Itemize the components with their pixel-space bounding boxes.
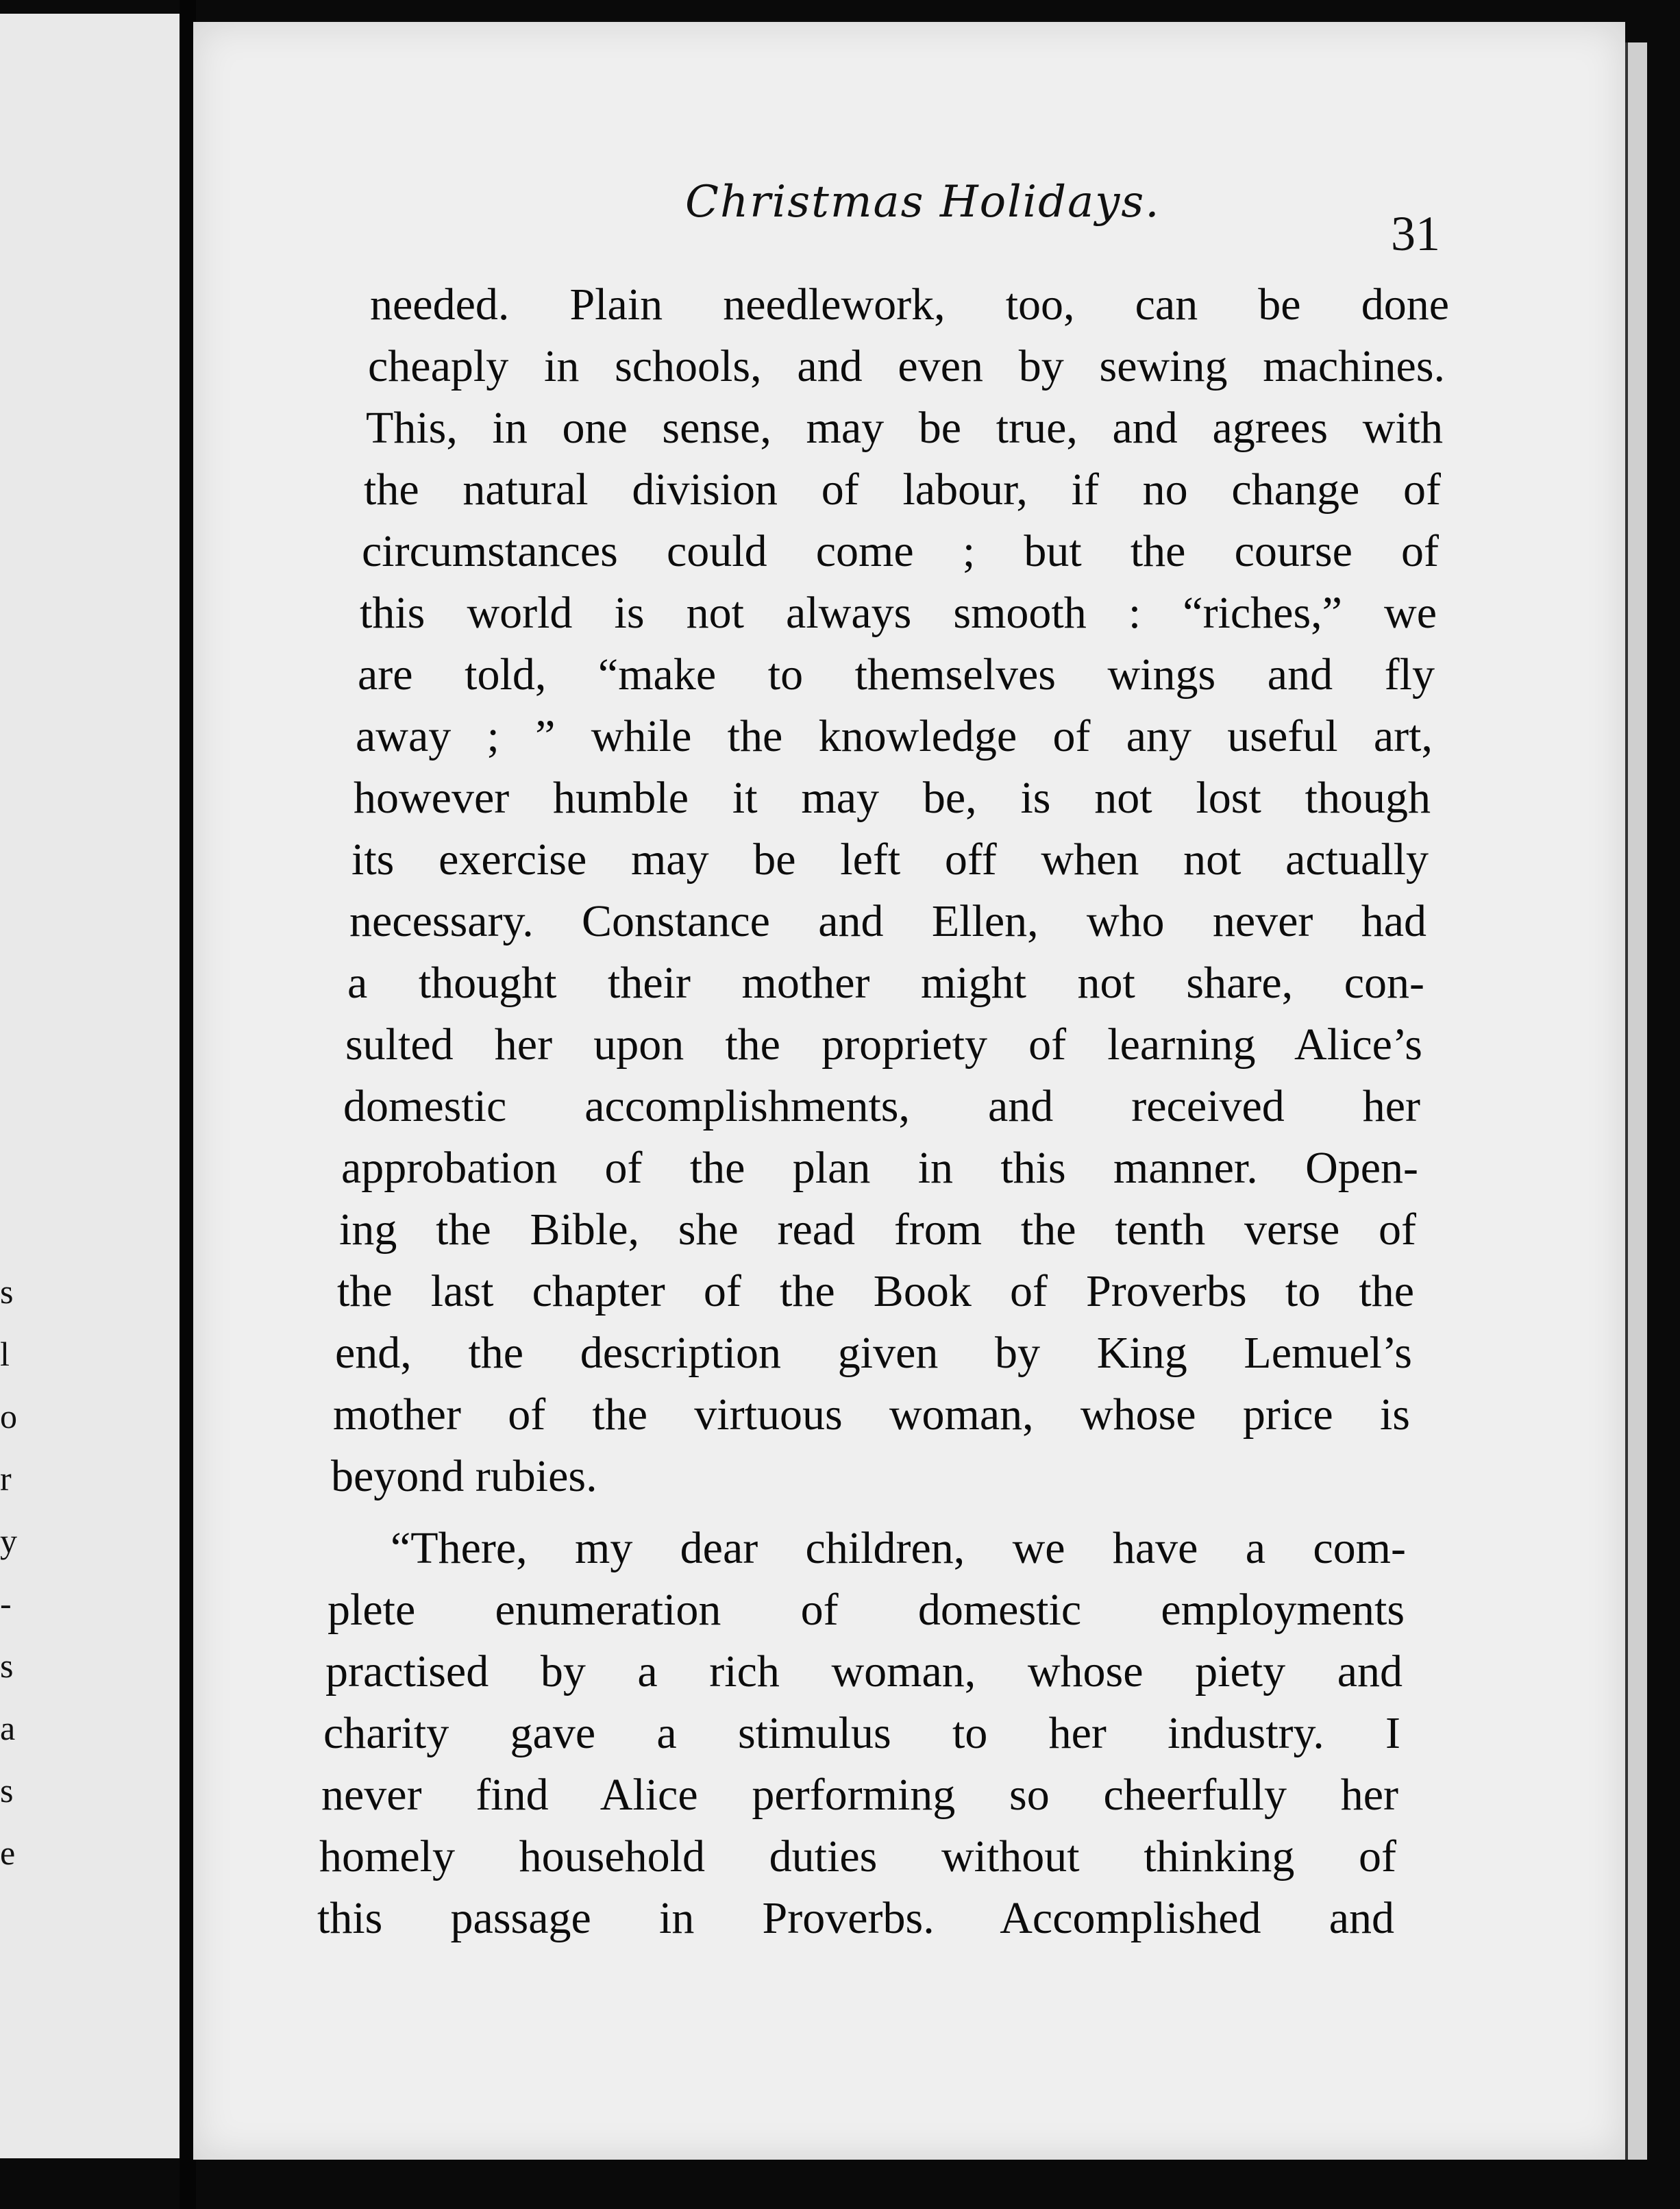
text-line: are told, “make to themselves wings and fly <box>358 650 1435 700</box>
text-line: end, the description given by King Lemuel’s <box>335 1328 1412 1378</box>
left-page-margin-fragments <box>0 1261 27 1884</box>
text-line: never find Alice performing so cheerfully her <box>321 1770 1398 1820</box>
text-line: however humble it may be, is not lost though <box>354 773 1431 823</box>
left-margin-char: y <box>0 1522 17 1560</box>
text-line: plete enumeration of domestic employments <box>328 1585 1405 1635</box>
text-line: homely household duties without thinking of <box>319 1831 1396 1881</box>
text-line: circumstances could come ; but the course of <box>362 526 1439 576</box>
left-margin-char: s <box>0 1771 14 1810</box>
text-line: the last chapter of the Book of Proverbs to the <box>337 1266 1414 1316</box>
text-line: practised by a rich woman, whose piety and <box>325 1646 1403 1696</box>
text-line: a thought their mother might not share, con- <box>347 958 1424 1008</box>
text-line: charity gave a stimulus to her industry. I <box>323 1708 1400 1758</box>
page-number: 31 <box>1391 206 1440 261</box>
left-margin-char: s <box>0 1272 14 1311</box>
text-line: mother of the virtuous woman, whose price is <box>333 1390 1410 1440</box>
text-line: This, in one sense, may be true, and agrees with <box>366 403 1443 453</box>
left-margin-char: a <box>0 1709 16 1747</box>
page-edge <box>1625 42 1647 2160</box>
left-page <box>0 14 184 2158</box>
text-line: needed. Plain needlework, too, can be done <box>370 280 1449 330</box>
text-line: its exercise may be left off when not actually <box>351 835 1429 885</box>
left-margin-char: o <box>0 1397 17 1435</box>
left-margin-char: e <box>0 1834 16 1872</box>
text-line: ing the Bible, she read from the tenth verse of <box>339 1205 1416 1255</box>
text-line: sulted her upon the propriety of learning Alice’s <box>345 1020 1422 1070</box>
left-margin-char: s <box>0 1646 14 1685</box>
text-line: approbation of the plan in this manner. Open- <box>341 1143 1418 1193</box>
left-margin-char: l <box>0 1335 10 1373</box>
text-line: domestic accomplishments, and received her <box>343 1081 1420 1131</box>
text-line: necessary. Constance and Ellen, who never had <box>349 896 1426 946</box>
left-margin-char: - <box>0 1584 12 1622</box>
left-margin-char: r <box>0 1459 12 1498</box>
text-line: this passage in Proverbs. Accomplished and <box>317 1893 1394 1943</box>
text-line: away ; ” while the knowledge of any useful art, <box>356 711 1433 761</box>
text-line: “There, my dear children, we have a com- <box>391 1523 1406 1573</box>
running-head: Christmas Holidays. <box>685 177 1161 227</box>
text-line: cheaply in schools, and even by sewing machines. <box>368 341 1445 391</box>
text-line: the natural division of labour, if no change of <box>364 465 1441 515</box>
text-line: this world is not always smooth : “riches,” we <box>360 588 1437 638</box>
text-line: beyond rubies. <box>331 1451 597 1501</box>
